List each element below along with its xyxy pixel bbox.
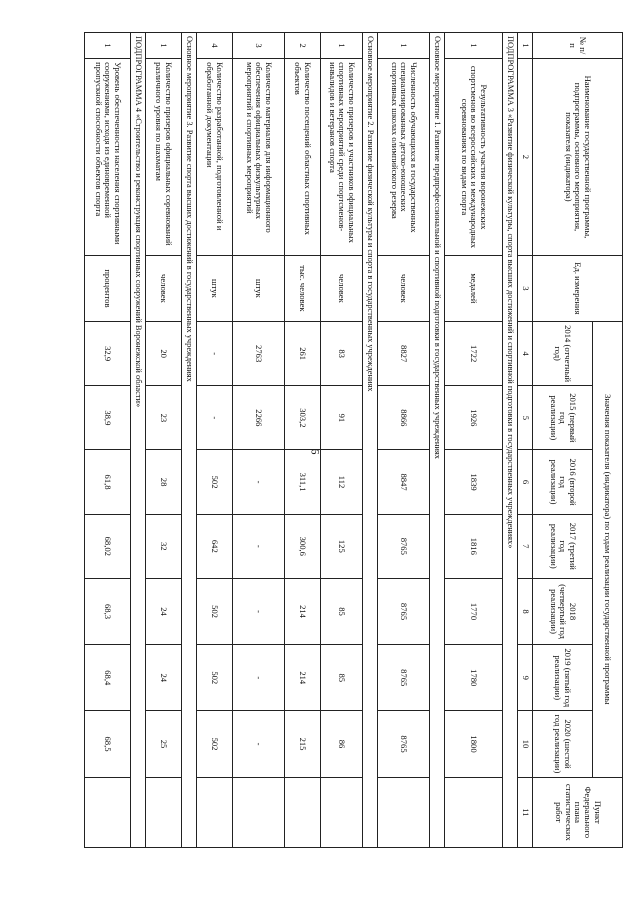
row-unit: штук (233, 255, 285, 321)
row-value: - (233, 514, 285, 578)
header-values-group: Значения показателя (индикатора) по годам реализации государственной программы (593, 322, 623, 778)
header-year: 2019 (пятый год реализации) (533, 645, 593, 711)
row-unit: медалей (445, 255, 503, 321)
col-index: 4 (518, 322, 533, 386)
row-value: 24 (146, 645, 182, 711)
row-value: 83 (321, 322, 363, 386)
header-year: 2020 (шестой год реализации) (533, 711, 593, 777)
row-num: 1 (445, 33, 503, 59)
col-index: 6 (518, 450, 533, 514)
table-row (85, 33, 131, 848)
row-value: 23 (146, 386, 182, 450)
row-plan (378, 777, 430, 847)
header-plan: Пункт Федерального плана статистических работ (533, 777, 623, 847)
section-title: Основное мероприятие 3. Развитие спорта высших достижений в государственных учреждениях (182, 33, 197, 848)
row-name: Количество материалов для информационного обеспечения официальных физкультурных мероприятий и спортивных мероприятий (233, 59, 285, 256)
row-value: 303,2 (285, 386, 321, 450)
table-row (285, 33, 321, 848)
indicators-table (84, 32, 623, 848)
row-plan (197, 777, 233, 847)
section-title: Основное мероприятие 2. Развитие физической культуры и спорта в государственных учреждениях (363, 33, 378, 848)
row-unit: человек (321, 255, 363, 321)
row-plan (285, 777, 321, 847)
row-name: Количество посещений областных спортивных объектов (285, 59, 321, 256)
row-value: 1816 (445, 514, 503, 578)
row-value: 502 (197, 578, 233, 644)
row-name: Количество разработанной, подготовленной и обработанной документации (197, 59, 233, 256)
row-value: 1800 (445, 711, 503, 777)
row-value: 2763 (233, 322, 285, 386)
row-num: 4 (197, 33, 233, 59)
rotated-table-container (93, 32, 623, 848)
row-value: 8765 (378, 645, 430, 711)
col-index: 2 (518, 59, 533, 256)
row-value: 1926 (445, 386, 503, 450)
row-value: 24 (146, 578, 182, 644)
row-value: 502 (197, 711, 233, 777)
row-value: - (233, 578, 285, 644)
header-year: 2015 (первый год реализации) (533, 386, 593, 450)
row-value: 85 (321, 578, 363, 644)
row-value: 86 (321, 711, 363, 777)
col-index: 10 (518, 711, 533, 777)
row-plan (445, 777, 503, 847)
row-value: 214 (285, 578, 321, 644)
section-title: ПОДПРОГРАММА 3 «Развитие физической культуры, спорта высших достижений и спортивной подготовки в государственных учреждениях» (503, 33, 518, 848)
row-value: 1780 (445, 645, 503, 711)
row-value: 32 (146, 514, 182, 578)
row-value: 8765 (378, 578, 430, 644)
header-unit: Ед. измерения (533, 255, 623, 321)
row-value: 68,5 (85, 711, 131, 777)
table-row (378, 33, 430, 848)
row-unit: человек (378, 255, 430, 321)
row-name: Количество призеров официальных соревнований различного уровня по шахматам (146, 59, 182, 256)
row-value: 91 (321, 386, 363, 450)
row-value: 2266 (233, 386, 285, 450)
row-value: - (233, 711, 285, 777)
row-value: 68,02 (85, 514, 131, 578)
row-value: 1839 (445, 450, 503, 514)
header-year: 2018 (четвертый год реализации) (533, 578, 593, 644)
row-value: 20 (146, 322, 182, 386)
row-value: 68,3 (85, 578, 131, 644)
row-value: 61,8 (85, 450, 131, 514)
col-index: 11 (518, 777, 533, 847)
row-value: 311,1 (285, 450, 321, 514)
row-num: 3 (233, 33, 285, 59)
row-value: 8827 (378, 322, 430, 386)
row-value: 261 (285, 322, 321, 386)
table-row (233, 33, 285, 848)
row-value: 642 (197, 514, 233, 578)
table-row (197, 33, 233, 848)
row-plan (146, 777, 182, 847)
row-value: 32,9 (85, 322, 131, 386)
row-value: 25 (146, 711, 182, 777)
row-value: - (197, 322, 233, 386)
row-name: Численность обучающихся в государственных специализированных детско-юношеских спортивных школах олимпийского резерва (378, 59, 430, 256)
row-value: - (197, 386, 233, 450)
col-index: 7 (518, 514, 533, 578)
row-value: 1770 (445, 578, 503, 644)
table-row (445, 33, 503, 848)
row-num: 2 (285, 33, 321, 59)
row-value: - (233, 645, 285, 711)
section-title: Основное мероприятие 1. Развитие предпрофессиональной и спортивной подготовки в государственных учреждениях (430, 33, 445, 848)
header-year: 2014 (отчетный год) (533, 322, 593, 386)
header-year: 2017 (третий год реализации) (533, 514, 593, 578)
section-title: ПОДПРОГРАММА 4 «Строительство и реконструкция спортивных сооружений Воронежской области» (131, 33, 146, 848)
row-value: 502 (197, 645, 233, 711)
header-name: Наименование государственной программы, подпрограммы, основного мероприятия, показателя (индикатора) (533, 59, 623, 256)
row-value: 28 (146, 450, 182, 514)
col-index: 3 (518, 255, 533, 321)
row-value: 8847 (378, 450, 430, 514)
row-unit: штук (197, 255, 233, 321)
row-name: Результативность участия воронежских спортсменов во всероссийских и международных соревнованиях по видам спорта (445, 59, 503, 256)
row-name: Уровень обеспеченности населения спортивными сооружениями, исходя из единовременной пропускной способности объектов спорта (85, 59, 131, 256)
row-value: 215 (285, 711, 321, 777)
row-plan (85, 777, 131, 847)
row-unit: человек (146, 255, 182, 321)
row-value: 8866 (378, 386, 430, 450)
header-year: 2016 (второй год реализации) (533, 450, 593, 514)
row-value: 214 (285, 645, 321, 711)
col-index: 9 (518, 645, 533, 711)
row-num: 1 (146, 33, 182, 59)
row-value: 300,6 (285, 514, 321, 578)
header-num: № п/п (533, 33, 623, 59)
row-plan (321, 777, 363, 847)
row-value: 1722 (445, 322, 503, 386)
row-num: 1 (85, 33, 131, 59)
row-value: 68,4 (85, 645, 131, 711)
table-row (146, 33, 182, 848)
row-value: - (233, 450, 285, 514)
row-plan (233, 777, 285, 847)
row-unit: процентов (85, 255, 131, 321)
row-num: 1 (321, 33, 363, 59)
row-value: 8765 (378, 711, 430, 777)
page-number: 6 (308, 448, 323, 455)
row-name: Количество призеров и участников официальных спортивных мероприятий среди спортсменов-инвалидов и ветеранов спорта (321, 59, 363, 256)
row-value: 85 (321, 645, 363, 711)
col-index: 8 (518, 578, 533, 644)
row-value: 38,9 (85, 386, 131, 450)
row-value: 125 (321, 514, 363, 578)
row-value: 502 (197, 450, 233, 514)
table-row (321, 33, 363, 848)
col-index: 1 (518, 33, 533, 59)
row-num: 1 (378, 33, 430, 59)
row-value: 8765 (378, 514, 430, 578)
col-index: 5 (518, 386, 533, 450)
row-value: 112 (321, 450, 363, 514)
row-unit: тыс. человек (285, 255, 321, 321)
